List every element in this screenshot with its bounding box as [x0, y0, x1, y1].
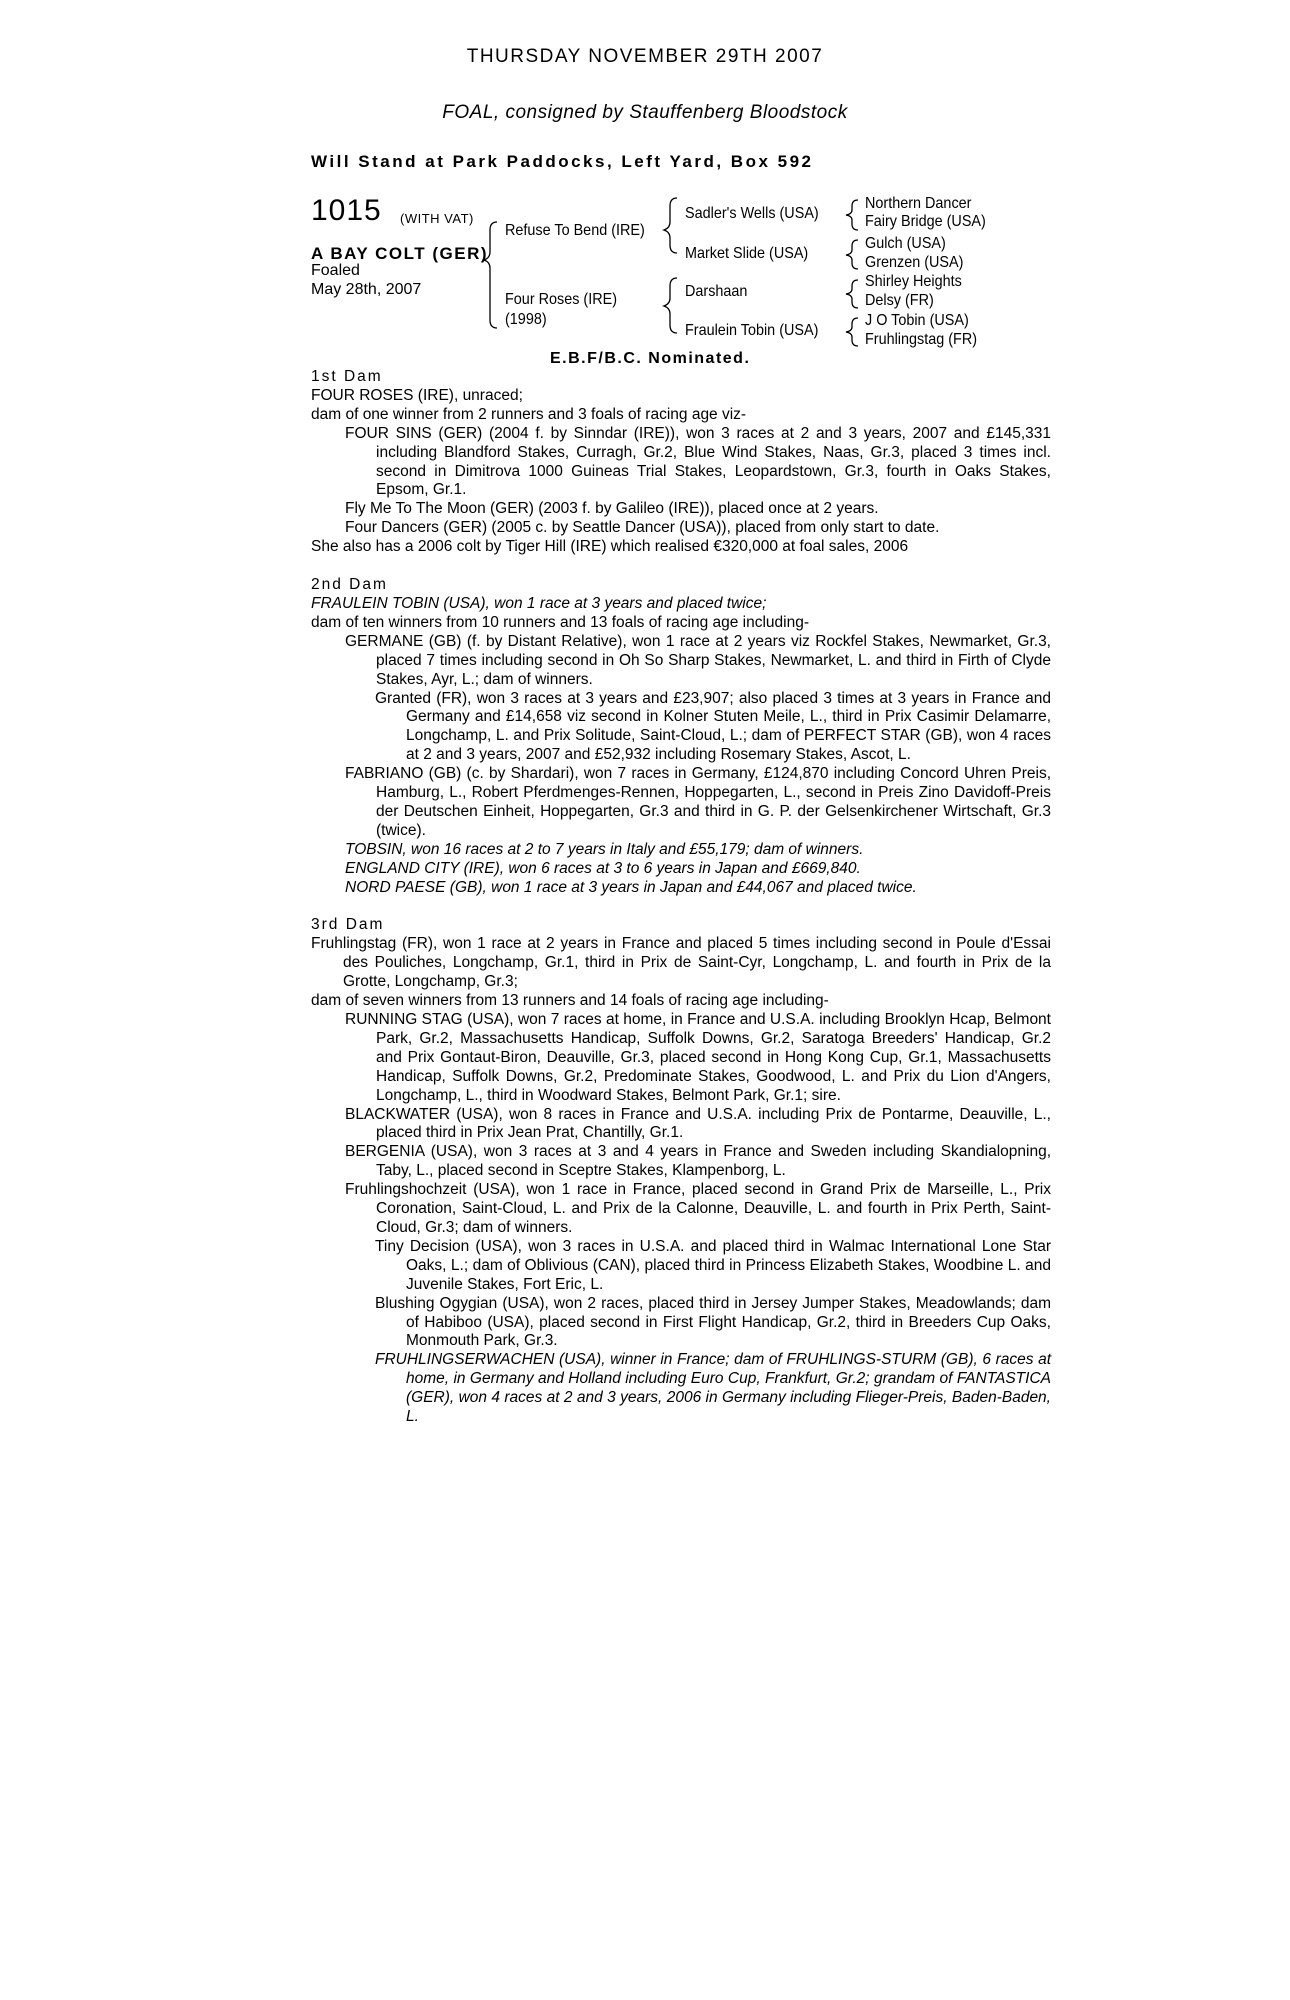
- pedigree-g3: Gulch (USA): [865, 235, 946, 252]
- horse-description: A BAY COLT (GER): [311, 244, 489, 263]
- third-dam-entry: Fruhlingshochzeit (USA), won 1 race in France, placed second in Grand Prix de Marseille, L., Prix Coronation, Saint-Cloud, L. and Prix de la Calonne, Deauville, L. and fourth in Prix Perth, Saint-Cloud, Gr.3; dam of winners.: [345, 1181, 1051, 1236]
- lot-vat-note: (WITH VAT): [400, 211, 474, 226]
- bracket-gen3-b: [846, 240, 858, 269]
- sale-date: THURSDAY NOVEMBER 29TH 2007: [466, 46, 824, 67]
- consignor-line: FOAL, consigned by Stauffenberg Bloodstock: [442, 102, 848, 123]
- pedigree-g6: Delsy (FR): [865, 292, 934, 309]
- pedigree-g5: Shirley Heights: [865, 273, 962, 290]
- pedigree-dam-dam: Fraulein Tobin (USA): [685, 322, 819, 339]
- second-dam-produce-intro: dam of ten winners from 10 runners and 13 foals of racing age including-: [311, 613, 810, 631]
- pedigree-dam-sire: Darshaan: [685, 283, 748, 300]
- first-dam-entry: FOUR SINS (GER) (2004 f. by Sinndar (IRE)), won 3 races at 2 and 3 years, 2007 and £145,331 including Blandford Stakes, Curragh, Gr.2, Blue Wind Stakes, Naas, Gr.3, placed 3 times incl. second in Dimitrova 1000 Guineas Trial Stakes, Leopardstown, Gr.3, fourth in Oaks Stakes, Epsom, Gr.1.: [345, 424, 1051, 499]
- bracket-gen3-d: [846, 318, 858, 346]
- third-dam-entry: FRUHLINGSERWACHEN (USA), winner in France; dam of FRUHLINGS-STURM (GB), 6 races at home, in Germany and Holland including Euro Cup, Frankfurt, Gr.2; grandam of FANTASTICA (GER), won 4 races at 2 and 3 years, 2006 in Germany including Flieger-Preis, Baden-Baden, L.: [375, 1351, 1051, 1426]
- nomination-note: E.B.F/B.C. Nominated.: [550, 350, 751, 367]
- second-dam-entry: FABRIANO (GB) (c. by Shardari), won 7 races in Germany, £124,870 including Concord Uhren Preis, Hamburg, L., Robert Pferdmenges-Rennen, Hoppegarten, L., second in Preis Zino Davidoff-Preis der Deutschen Einheit, Hoppegarten, Gr.3 and third in G. P. der Gelsenkirchener Wirtschaft, Gr.3 (twice).: [345, 765, 1051, 839]
- first-dam-produce-intro: dam of one winner from 2 runners and 3 foals of racing age viz-: [311, 405, 747, 423]
- lot-number: 1015: [311, 194, 382, 227]
- second-dam-entry: NORD PAESE (GB), won 1 race at 3 years in Japan and £44,067 and placed twice.: [345, 878, 917, 896]
- pedigree-dam-year: (1998): [505, 311, 547, 328]
- third-dam-entry: Blushing Ogygian (USA), won 2 races, placed third in Jersey Jumper Stakes, Meadowlands; dam of Habiboo (USA), placed second in First Flight Handicap, Gr.2, third in Breeders Cup Oaks, Monmouth Park, Gr.3.: [375, 1294, 1051, 1350]
- bracket-gen3-a: [846, 200, 858, 230]
- pedigree-sire-sire: Sadler's Wells (USA): [685, 205, 819, 222]
- third-dam-entry: Tiny Decision (USA), won 3 races in U.S.A. and placed third in Walmac International Lone Star Oaks, L.; dam of Oblivious (CAN), placed third in Princess Elizabeth Stakes, Woodbine L. and Juvenile Stakes, Fort Eric, L.: [375, 1237, 1051, 1293]
- second-dam-name: FRAULEIN TOBIN (USA), won 1 race at 3 years and placed twice;: [311, 594, 767, 612]
- first-dam-name: FOUR ROSES (IRE), unraced;: [311, 386, 523, 404]
- second-dam-entry: TOBSIN, won 16 races at 2 to 7 years in Italy and £55,179; dam of winners.: [345, 840, 864, 858]
- first-dam-entry: Fly Me To The Moon (GER) (2003 f. by Galileo (IRE)), placed once at 2 years.: [345, 500, 879, 518]
- bracket-gen3-c: [846, 280, 858, 308]
- catalogue-body: [311, 368, 1051, 1427]
- first-dam-heading: 1st Dam: [311, 368, 383, 385]
- pedigree-dam: Four Roses (IRE): [505, 291, 618, 308]
- third-dam-entry: BLACKWATER (USA), won 8 races in France and U.S.A. including Prix de Pontarme, Deauville, L., placed third in Prix Jean Prat, Chantilly, Gr.1.: [345, 1105, 1051, 1142]
- second-dam-heading: 2nd Dam: [311, 576, 388, 594]
- pedigree-g8: Fruhlingstag (FR): [865, 331, 978, 348]
- foaled-date: May 28th, 2007: [311, 281, 422, 298]
- third-dam-heading: 3rd Dam: [311, 916, 385, 934]
- pedigree-g2: Fairy Bridge (USA): [865, 213, 986, 230]
- third-dam-name: Fruhlingstag (FR), won 1 race at 2 years in France and placed 5 times including second in Poule d'Essai des Pouliches, Longchamp, Gr.1, third in Prix de Saint-Cyr, Longchamp, L. and fourth in Prix de la Grotte, Longchamp, Gr.3;: [311, 935, 1051, 991]
- first-dam-entry: Four Dancers (GER) (2005 c. by Seattle Dancer (USA)), placed from only start to date.: [345, 519, 940, 537]
- bracket-gen2-sire: [664, 198, 677, 253]
- bracket-gen2-dam: [664, 278, 677, 333]
- second-dam-entry: Granted (FR), won 3 races at 3 years and £23,907; also placed 3 times at 3 years in France and Germany and £14,658 viz second in Kolner Stuten Meile, L., third in Prix Casimir Delamarre, Longchamp, L. and Prix Solitude, Saint-Cloud, L.; dam of PERFECT STAR (GB), won 4 races at 2 and 3 years, 2007 and £52,932 including Rosemary Stakes, Ascot, L.: [375, 689, 1051, 764]
- pedigree-g7: J O Tobin (USA): [865, 312, 969, 329]
- pedigree-sire-dam: Market Slide (USA): [685, 245, 809, 262]
- second-dam-entry: GERMANE (GB) (f. by Distant Relative), won 1 race at 2 years viz Rockfel Stakes, Newmarket, Gr.3, placed 7 times including second in Oh So Sharp Stakes, Newmarket, L. and third in Firth of Clyde Stakes, Ayr, L.; dam of winners.: [345, 632, 1051, 688]
- pedigree-sire: Refuse To Bend (IRE): [505, 222, 645, 239]
- pedigree-g4: Grenzen (USA): [865, 254, 964, 271]
- third-dam-produce-intro: dam of seven winners from 13 runners and 14 foals of racing age including-: [311, 992, 829, 1010]
- pedigree-brackets: [0, 0, 1290, 360]
- third-dam-entry: BERGENIA (USA), won 3 races at 3 and 4 years in France and Sweden including Skandialopning, Taby, L., placed second in Sceptre Stakes, Klampenborg, L.: [345, 1143, 1051, 1180]
- first-dam-note: She also has a 2006 colt by Tiger Hill (IRE) which realised €320,000 at foal sales, 2006: [311, 538, 909, 556]
- third-dam-entry: RUNNING STAG (USA), won 7 races at home, in France and U.S.A. including Brooklyn Hcap, Belmont Park, Gr.2, Massachusetts Handicap, Suffolk Downs, Gr.2, Saratoga Breeders' Handicap, Gr.2 and Prix Gontaut-Biron, Deauville, Gr.3, placed second in Hong Kong Cup, Gr.1, Massachusetts Handicap, Suffolk Downs, Gr.2, Predominate Stakes, Goodwood, L. and Prix du Lion d'Angers, Longchamp, L., third in Woodward Stakes, Belmont Park, Gr.1; sire.: [345, 1011, 1051, 1104]
- foaled-label: Foaled: [311, 262, 360, 279]
- bracket-gen1: [484, 222, 497, 328]
- pedigree-g1: Northern Dancer: [865, 195, 972, 212]
- second-dam-entry: ENGLAND CITY (IRE), won 6 races at 3 to 6 years in Japan and £669,840.: [345, 859, 861, 877]
- stand-location: Will Stand at Park Paddocks, Left Yard, Box 592: [311, 152, 814, 171]
